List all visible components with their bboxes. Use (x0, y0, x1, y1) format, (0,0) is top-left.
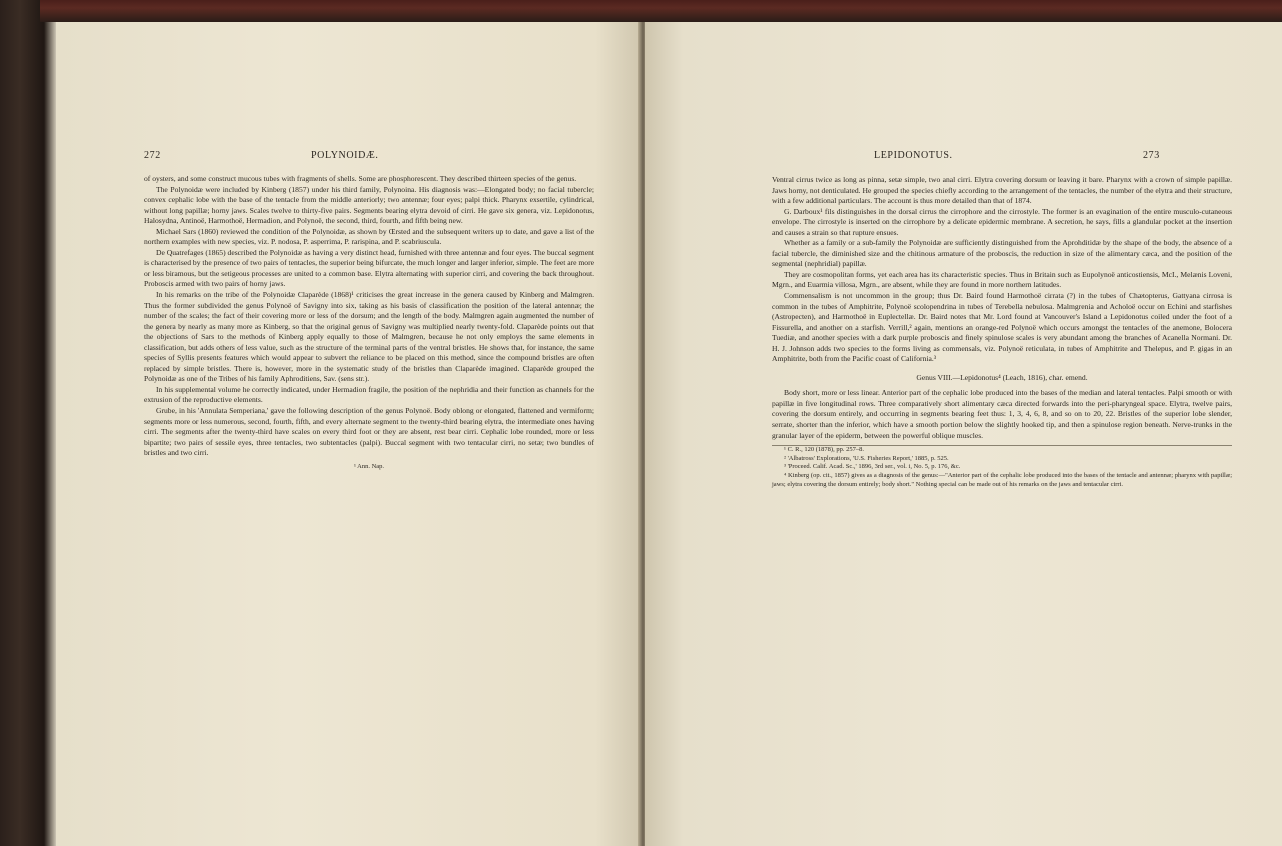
genus-heading: Genus VIII.—Lepidonotus⁴ (Leach, 1816), char. emend. (916, 372, 1088, 382)
left-footnotes (144, 463, 594, 472)
footnote: ² 'Albatross' Explorations, 'U.S. Fisheries Report,' 1885, p. 525. (784, 454, 949, 462)
footnote: ¹ Ann. Nap. (353, 462, 385, 470)
footnote: ³ 'Proceed. Calif. Acad. Sc.,' 1896, 3rd ser., vol. i, No. 5, p. 176, &c. (784, 463, 961, 471)
left-paragraph: In his supplemental volume he correctly indicated, under Hermadion fragile, the position of the nephridia and their function as channels for the extrusion of the reproductive elements. (144, 384, 594, 405)
left-paragraph: In his remarks on the tribe of the Polynoidæ Claparède (1868)¹ criticises the great increase in the genera caused by Kinberg and Malmgren. Thus the former subdivided the genus Polynoë of Savigny into six, taking as his basis of classification the position of the lateral antennæ; the number of the scales; the fact of their covering more or less of the dorsum; and the length of the body. Malmgren again augmented the number of the genera by nearly as many more as Kinberg, so that the original genus of Savigny was multiplied nearly twenty-fold. Claparède points out that the objections of Sars to the methods of Kinberg apply equally to those of Malmgren, because he not only employs the same elements in classification, but adds others of less value, such as the structure of the terminal parts of the ventral bristles. He shows that, for instance, the same species of Syllis presents features which would appear to subvert the reliance to be placed on this method, since the compound bristles are often replaced by simple bristles. There is, however, more in the systematic study of the bristles than Claparède imagined. Claparède grouped the Polynoidæ as one of the Tribes of his family Aphroditiens, Sav. (sens str.). (144, 290, 594, 384)
right-paragraph: G. Darboux¹ fils distinguishes in the dorsal cirrus the cirrophore and the cirrostyle. The former is an evagination of the entire musculo-cutaneous envelope. The cirrostyle is inserted on the cirrophore by a delicate epidermic membrane. A secretion, he says, fills a glandular pocket at the insertion and causes a strain so that rupture ensues. (772, 206, 1232, 237)
right-paragraph: Body short, more or less linear. Anterior part of the cephalic lobe produced into the bases of the median and lateral tentacles. Palpi smooth or with papillæ in five longitudinal rows. Three comparatively short alimentary cæca directed forwards into the peri-pharyngeal space. Elytra, twelve pairs, covering the dorsum entirely, and occurring in segments bearing feet thus: 1, 3, 4, 6, 8, and so on to 20, 22. Bristles of the superior lobe slender, serrate, shorter than the inferior, which have a smooth portion below the slightly hooked tip, and then a spinulose region beneath. Nerve-trunks in the granular layer of the epiderm, between the powerful oblique muscles. (772, 388, 1232, 440)
right-paragraph: Commensalism is not uncommon in the group; thus Dr. Baird found Harmothoë cirrata (?) in the tubes of Chætopterus, Gattyana cirrosa is common in the tubes of Amphitrite, Polynoë scolopendrina in tubes of Terebella nebulosa. Malmgrenia and Acholoë occur on Echini and starfishes (Astropecten), and Harmothoë in Euplectellæ. Dr. Baird notes that Mr. Lord found at Vancouver's Island a Lepidonotus coiled under the foot of a Fissurella, and another on a starfish. Verrill,² again, mentions an orange-red Polynoë which occurs amongst the tentacles of the anemone, Bolocera Tuediæ, and another species with a dark purple proboscis and finely spinulose scales is very abundant among the branches of Acanella Normani. Dr. H. J. Johnson adds two species to the forms living as commensals, viz. Polynoë reticulata, in tubes of Amphitrite and Thelepus, and P. gigas in an Amphitrite, both from the Pacific coast of California.³ (772, 291, 1232, 364)
right-body-text (772, 175, 1232, 489)
left-paragraph: De Quatrefages (1865) described the Polynoidæ as having a very distinct head, furnished with three antennæ and four eyes. The buccal segment is characterised by the presence of two pairs of tentacles, the superior being bifurcate, the much longer and larger inferior, simple. The feet are more or less biramous, but the setigeous processes are united to a common base. Elytra alternating with superior cirri, and covering the back throughout. Proboscis armed with two pairs of horny jaws. (144, 247, 594, 289)
right-footnotes (772, 445, 1232, 489)
footnote: ⁴ Kinberg (op. cit., 1857) gives as a diagnosis of the genus:—"Anterior part of the cephalic lobe produced into the bases of the tentacle and antennæ; pharynx with papillæ; jaws; elytra covering the dorsum entirely; body short." Nothing special can be made out of his remarks on the jaws and tentacular cirri. (772, 471, 1232, 488)
right-paragraph: Whether as a family or a sub-family the Polynoidæ are sufficiently distinguished from the Aprohditidæ by the shape of the body, the absence of a facial tubercle, the diminished size and the chitinous armature of the proboscis, the reduction in size of the alimentary cæca, and the position of the segmental (nephridial) papillæ. (772, 238, 1232, 269)
left-page (56, 22, 642, 846)
right-running-title: LEPIDONOTUS. (874, 150, 953, 161)
left-paragraph: Grube, in his 'Annulata Semperiana,' gave the following description of the genus Polynoë. Body oblong or elongated, flattened and vermiform; segments more or less numerous, second, fourth, fifth, and every alternate segment to the twenty-third bearing elytra, the intermediate ones having cirri. The segments after the twenty-third have scales on every third foot or they are absent, rest bear cirri. Cephalic lobe rounded, more or less bipartite; two pairs of sessile eyes, three tentacles, two subtentacles (palpi). Buccal segment with two tentacular cirri, no setæ; two bundles of bristles and two cirri. (144, 406, 594, 458)
right-page-number: 273 (1143, 150, 1160, 161)
left-body-text (144, 174, 594, 471)
left-page-number: 272 (144, 150, 161, 161)
footnote: ¹ C. R., 120 (1878), pp. 257–8. (784, 446, 864, 454)
book-top-edge (40, 0, 1282, 22)
right-paragraph: Ventral cirrus twice as long as pinna, setæ simple, two anal cirri. Elytra covering dorsum or leaving it bare. Pharynx with a crown of simple papillæ. Jaws horny, not denticulated. He grouped the species chiefly according to the arrangement of the tentacles, the number of the elytra and their structure, with a few additional particulars. The account is thus more detailed than that of 1874. (772, 175, 1232, 206)
right-page (645, 22, 1282, 846)
right-paragraph: They are cosmopolitan forms, yet each area has its characteristic species. Thus in Britain such as Eupolynoë anticostiensis, McI., Melænis Loveni, Mgrn., and Euarmia villosa, Mgrn., are absent, while they are found in more northern latitudes. (772, 269, 1232, 290)
left-paragraph: of oysters, and some construct mucous tubes with fragments of shells. Some are phosphorescent. They described thirteen species of the genus. (144, 174, 577, 183)
left-running-title: POLYNOIDÆ. (311, 150, 379, 161)
left-paragraph: Michael Sars (1860) reviewed the condition of the Polynoidæ, as shown by Œrsted and the subsequent writers up to date, and gave a list of the northern examples with new species, viz. P. nodosa, P. asperrima, P. rarispina, and P. scabriuscula. (144, 226, 594, 247)
left-paragraph: The Polynoidæ were included by Kinberg (1857) under his third family, Polynoina. His diagnosis was:—Elongated body; no facial tubercle; convex cephalic lobe with the base of the tentacle from the middle anteriorly; two antennæ; four eyes; palpi thick. Pharynx exsertile, cylindrical, without long papillæ; horny jaws. Scales twelve to thirty-five pairs. Segments bearing elytra devoid of cirri. He gave six genera, viz. Lepidonotus, Halosydna, Antinoë, Harmothoë, Hermadion, and Polynoë, the second, third, fourth, and fifth being new. (144, 184, 594, 226)
